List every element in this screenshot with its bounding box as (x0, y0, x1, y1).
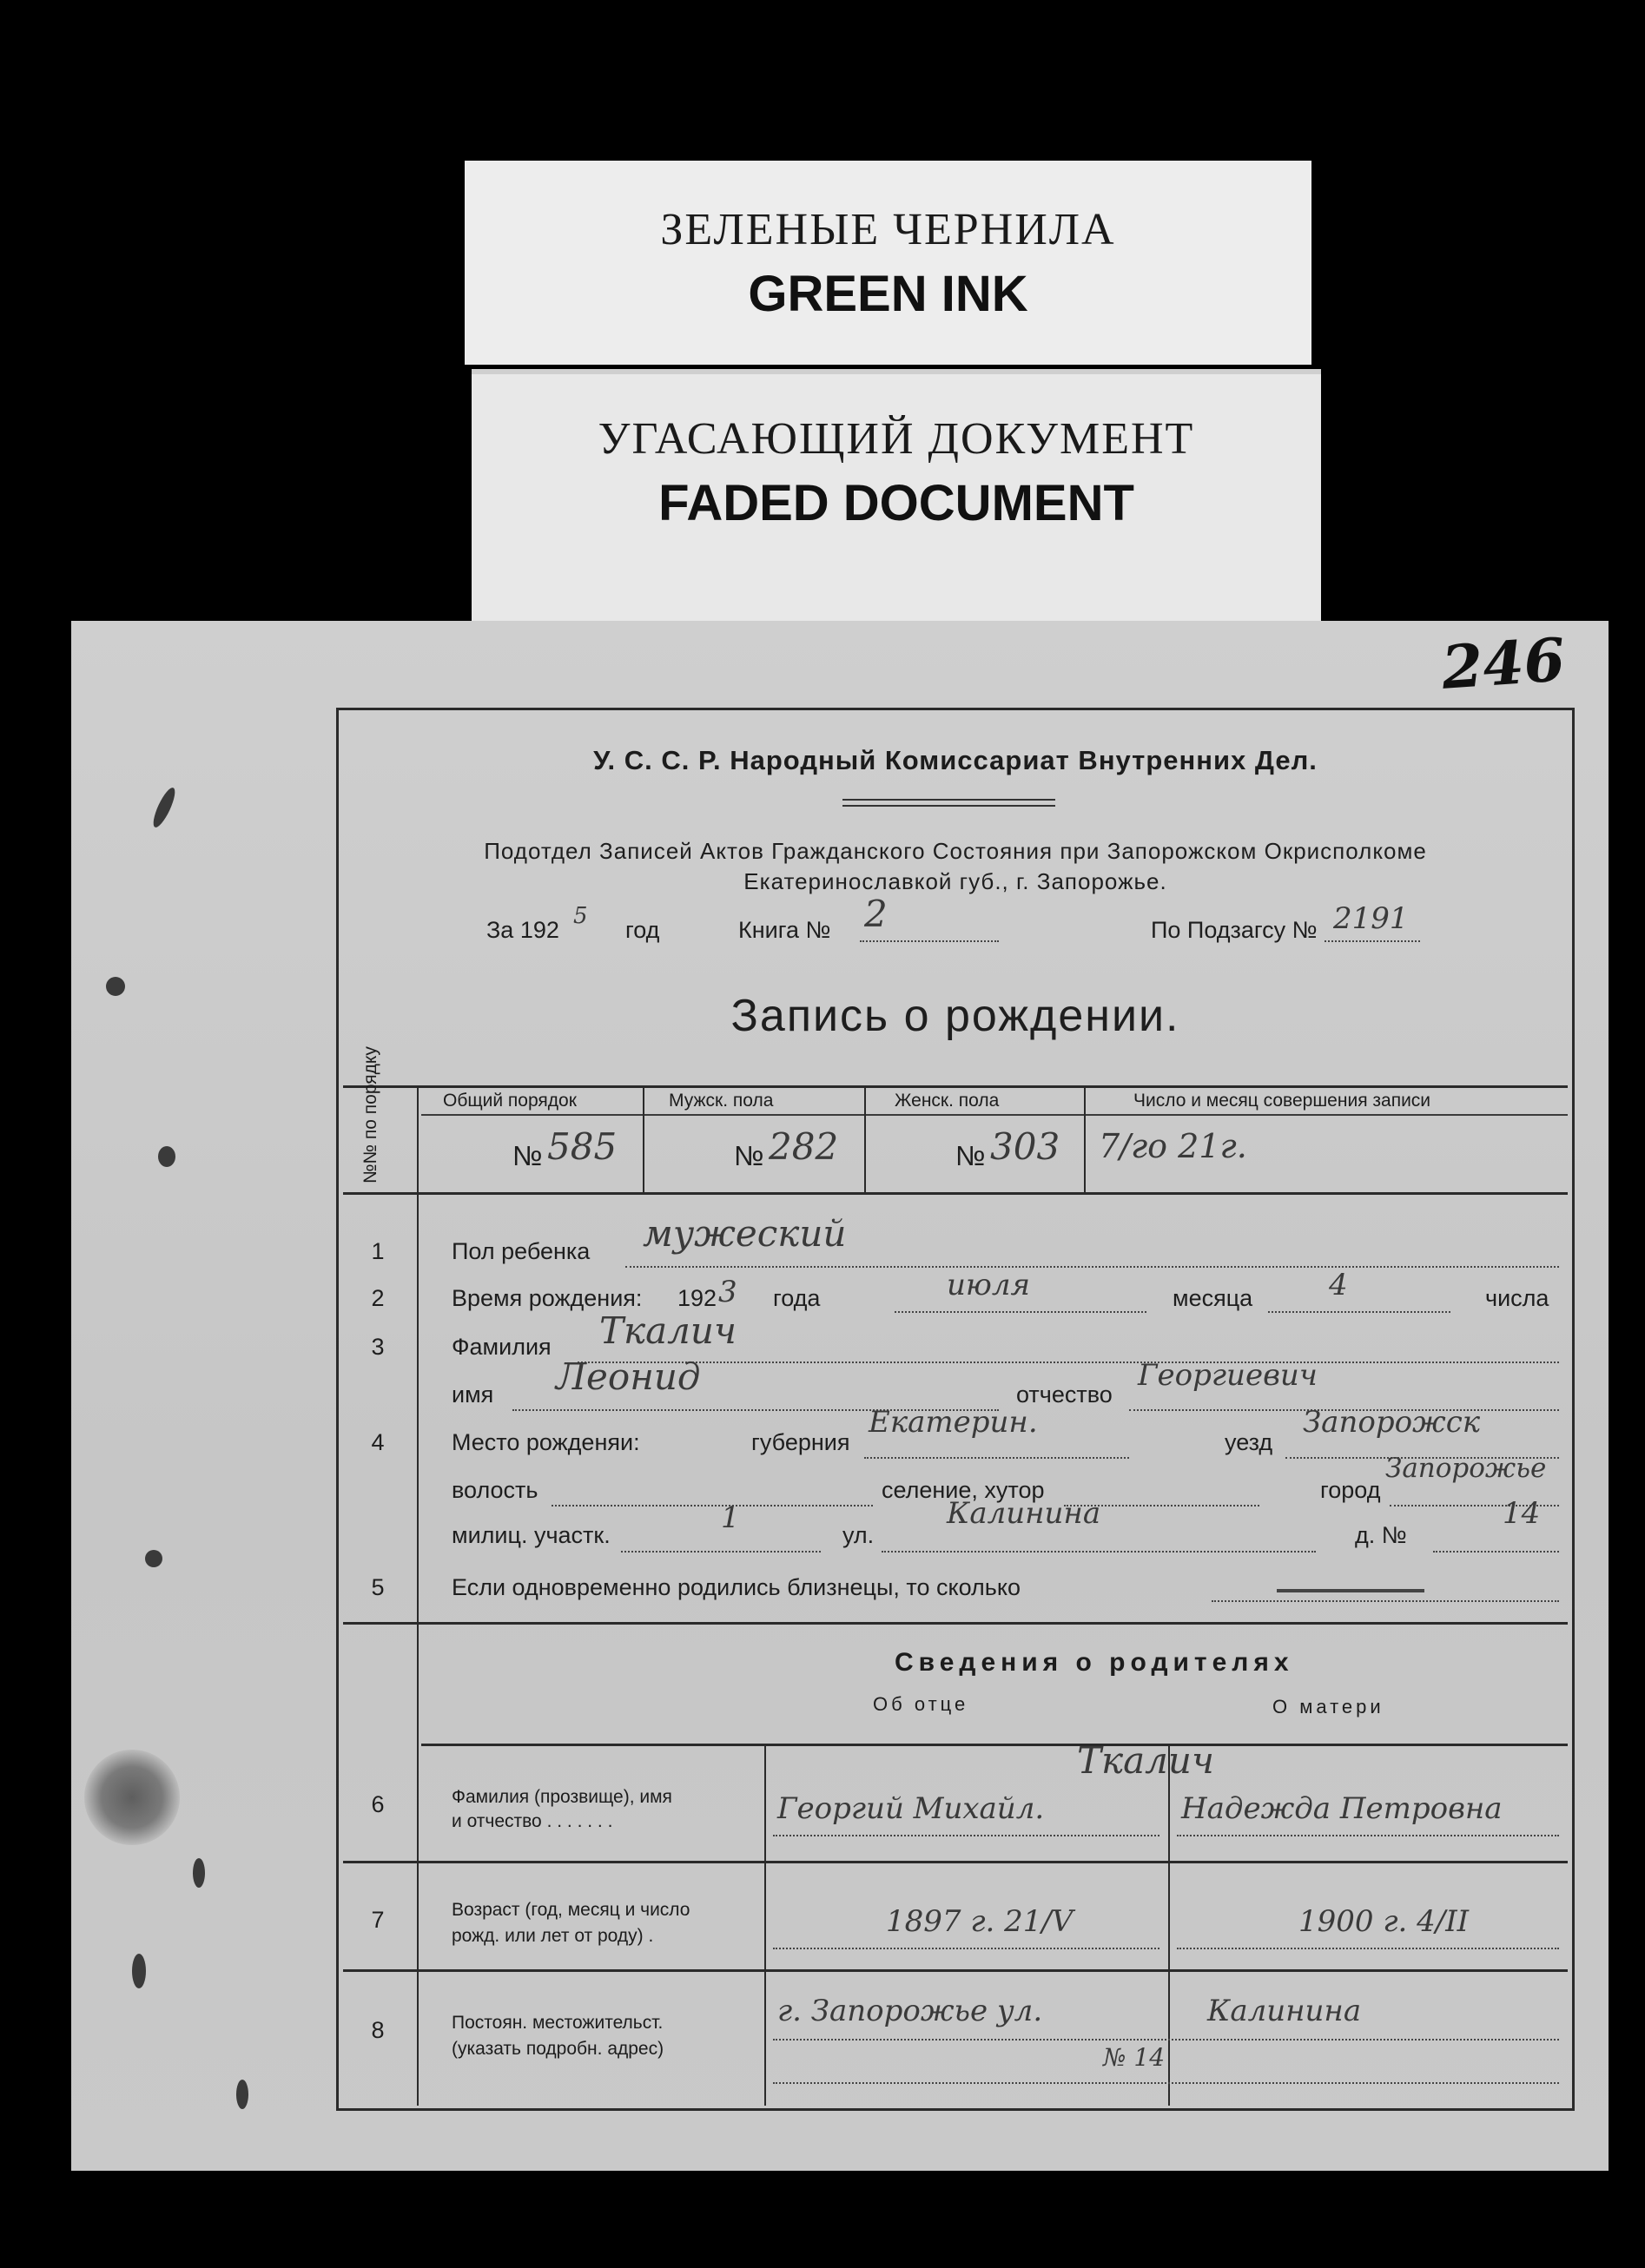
militsia-value: 1 (721, 1500, 740, 1535)
table-vertical-rule (1084, 1085, 1086, 1192)
selenie-label: селение, хутор (882, 1477, 1045, 1503)
page-number: 246 (1439, 625, 1568, 703)
surname-label: Фамилия (452, 1334, 552, 1360)
mother-age-dotted-line (1177, 1948, 1559, 1949)
row-number-4: 4 (371, 1429, 385, 1455)
year-suffix: год (625, 917, 660, 943)
father-residence-value: г. Запорожье ул. (777, 1994, 1043, 2028)
father-column-header: Об отце (873, 1693, 969, 1715)
residence-dotted-line (773, 2039, 1559, 2041)
stain-mark (84, 1750, 180, 1845)
house-label: д. № (1355, 1522, 1407, 1548)
residence-label-line-1: Постоян. местожительст. (452, 2013, 664, 2033)
mother-name-value: Надежда Петровна (1181, 1791, 1503, 1826)
mother-column-header: О матери (1272, 1696, 1384, 1717)
gorod-value: Запорожье (1385, 1453, 1547, 1484)
parent-name-label-line-1: Фамилия (прозвище), имя (452, 1787, 672, 1807)
birthplace-label: Место рожденяи: (452, 1429, 640, 1455)
table-rule (343, 1085, 1568, 1088)
record-title: Запись о рождении. (730, 991, 1180, 1041)
ministry-title: У. С. С. Р. Народный Комиссариат Внутренних Дел. (593, 745, 1318, 775)
birth-month-value: июля (947, 1268, 1030, 1302)
father-age-dotted-line (773, 1948, 1159, 1949)
general-order-header: Общий порядок (443, 1091, 577, 1111)
female-no-sign: № (955, 1140, 986, 1171)
birth-record-sheet (71, 621, 1609, 2171)
surname-dotted-line (578, 1361, 1559, 1363)
sex-label: Пол ребенка (452, 1238, 591, 1264)
surname-value: Ткалич (599, 1309, 737, 1352)
birth-day-label: числа (1485, 1285, 1549, 1311)
birth-month-label: месяца (1173, 1285, 1253, 1311)
row-number-column-label: №№ по порядку (360, 1046, 380, 1183)
female-column-header: Женск. пола (895, 1091, 1000, 1111)
row-number-1: 1 (371, 1238, 385, 1264)
book-dotted-line (860, 940, 999, 942)
green-ink-english-text: GREEN INK (748, 266, 1028, 322)
row-number-6: 6 (371, 1791, 385, 1817)
binding-hole-mark (149, 785, 179, 829)
gubernia-value: Екатерин. (869, 1405, 1038, 1440)
table-rule (421, 1744, 1568, 1746)
subdepartment-line-2: Екатеринославкой губ., г. Запорожье. (743, 868, 1167, 894)
gorod-label: город (1320, 1477, 1381, 1503)
header-double-rule (842, 799, 1055, 807)
birth-year-value: 3 (718, 1275, 737, 1309)
general-order-value: 585 (547, 1125, 618, 1168)
binding-hole-mark (193, 1858, 205, 1888)
table-vertical-rule (1168, 1744, 1170, 2106)
twins-dotted-line (1212, 1600, 1559, 1602)
patronymic-value: Георгиевич (1138, 1358, 1318, 1393)
militsia-dotted-line (621, 1551, 821, 1553)
table-rule (343, 1192, 1568, 1195)
street-value: Калинина (947, 1496, 1101, 1531)
green-ink-label-card (465, 161, 1311, 365)
birth-year-prefix: 192 (677, 1285, 717, 1311)
residence-label-line-2: (указать подробн. адрес) (452, 2039, 664, 2059)
birth-day-dotted-line (1268, 1311, 1450, 1313)
record-date-value: 7/го 21г. (1099, 1127, 1247, 1165)
male-count-value: 282 (769, 1125, 839, 1168)
subregistry-label: По Подзагсу № (1151, 917, 1318, 943)
faded-document-russian-text: УГАСАЮЩИЙ ДОКУМЕНТ (598, 414, 1195, 464)
residence-house-number: № 14 (1103, 2043, 1166, 2072)
mother-name-dotted-line (1177, 1835, 1559, 1836)
binding-hole-mark (145, 1550, 162, 1567)
table-vertical-rule (643, 1085, 644, 1192)
male-column-header: Мужск. пола (669, 1091, 774, 1111)
female-count-value: 303 (990, 1125, 1060, 1168)
table-vertical-rule (417, 1085, 419, 2106)
uezd-value: Запорожск (1303, 1405, 1481, 1440)
twins-dash-mark (1277, 1589, 1424, 1592)
house-value: 14 (1503, 1496, 1541, 1531)
father-age-value: 1897 г. 21/V (886, 1904, 1074, 1939)
record-date-header: Число и месяц совершения записи (1133, 1091, 1431, 1111)
table-rule (343, 1622, 1568, 1625)
subdepartment-line-1: Подотдел Записей Актов Гражданского Состояния при Запорожском Окрисполкоме (484, 838, 1427, 864)
table-rule (421, 1114, 1568, 1116)
volost-dotted-line (552, 1505, 873, 1507)
residence-dotted-line (773, 2082, 1559, 2084)
patronymic-label: отчество (1016, 1381, 1113, 1408)
mother-age-value: 1900 г. 4/II (1298, 1904, 1470, 1939)
birth-day-value: 4 (1329, 1268, 1348, 1302)
birth-record-form (336, 708, 1575, 2111)
row-number-5: 5 (371, 1574, 385, 1600)
table-rule (343, 1969, 1568, 1972)
year-value: 5 (573, 903, 588, 929)
birth-year-suffix: года (773, 1285, 821, 1311)
male-no-sign: № (734, 1140, 764, 1171)
general-no-sign: № (512, 1140, 543, 1171)
parents-shared-surname: Ткалич (1077, 1739, 1215, 1782)
gubernia-dotted-line (864, 1457, 1129, 1459)
father-name-dotted-line (773, 1835, 1159, 1836)
book-value: 2 (864, 893, 888, 935)
faded-document-english-text: FADED DOCUMENT (658, 475, 1134, 531)
row-number-7: 7 (371, 1907, 385, 1933)
sex-dotted-line (625, 1266, 1559, 1268)
row-number-8: 8 (371, 2017, 385, 2043)
birth-month-dotted-line (895, 1311, 1146, 1313)
father-name-value: Георгий Михайл. (777, 1791, 1045, 1826)
street-dotted-line (882, 1551, 1316, 1553)
row-number-2: 2 (371, 1285, 385, 1311)
year-label: За 192 (486, 917, 559, 943)
volost-label: волость (452, 1477, 538, 1503)
parent-age-label-line-1: Возраст (год, месяц и число (452, 1900, 690, 1920)
parent-age-label-line-2: рожд. или лет от роду) . (452, 1926, 654, 1946)
binding-hole-mark (132, 1954, 146, 1988)
table-vertical-rule (864, 1085, 866, 1192)
parents-heading: Сведения о родителях (895, 1648, 1294, 1677)
street-label: ул. (842, 1522, 875, 1548)
binding-hole-mark (158, 1146, 175, 1167)
table-vertical-rule (764, 1744, 766, 2106)
row-number-3: 3 (371, 1334, 385, 1360)
uezd-label: уезд (1225, 1429, 1273, 1455)
name-value: Леонид (556, 1355, 701, 1398)
subregistry-value: 2191 (1333, 901, 1409, 936)
table-rule (343, 1861, 1568, 1863)
book-label: Книга № (738, 917, 831, 943)
sex-value: мужеский (643, 1212, 847, 1255)
subregistry-dotted-line (1325, 940, 1420, 942)
gubernia-label: губерния (751, 1429, 850, 1455)
twins-label: Если одновременно родились близнецы, то сколько (452, 1574, 1021, 1600)
binding-hole-mark (236, 2080, 248, 2109)
birth-time-label: Время рождения: (452, 1285, 643, 1311)
mother-residence-value: Калинина (1207, 1994, 1362, 2028)
name-label: имя (452, 1381, 494, 1408)
militsia-label: милиц. участк. (452, 1522, 611, 1548)
parent-name-label-line-2: и отчество . . . . . . . (452, 1811, 613, 1831)
faded-document-label-card (472, 369, 1321, 626)
green-ink-russian-text: ЗЕЛЕНЫЕ ЧЕРНИЛА (660, 205, 1116, 254)
binding-hole-mark (106, 977, 125, 996)
house-dotted-line (1433, 1551, 1559, 1553)
